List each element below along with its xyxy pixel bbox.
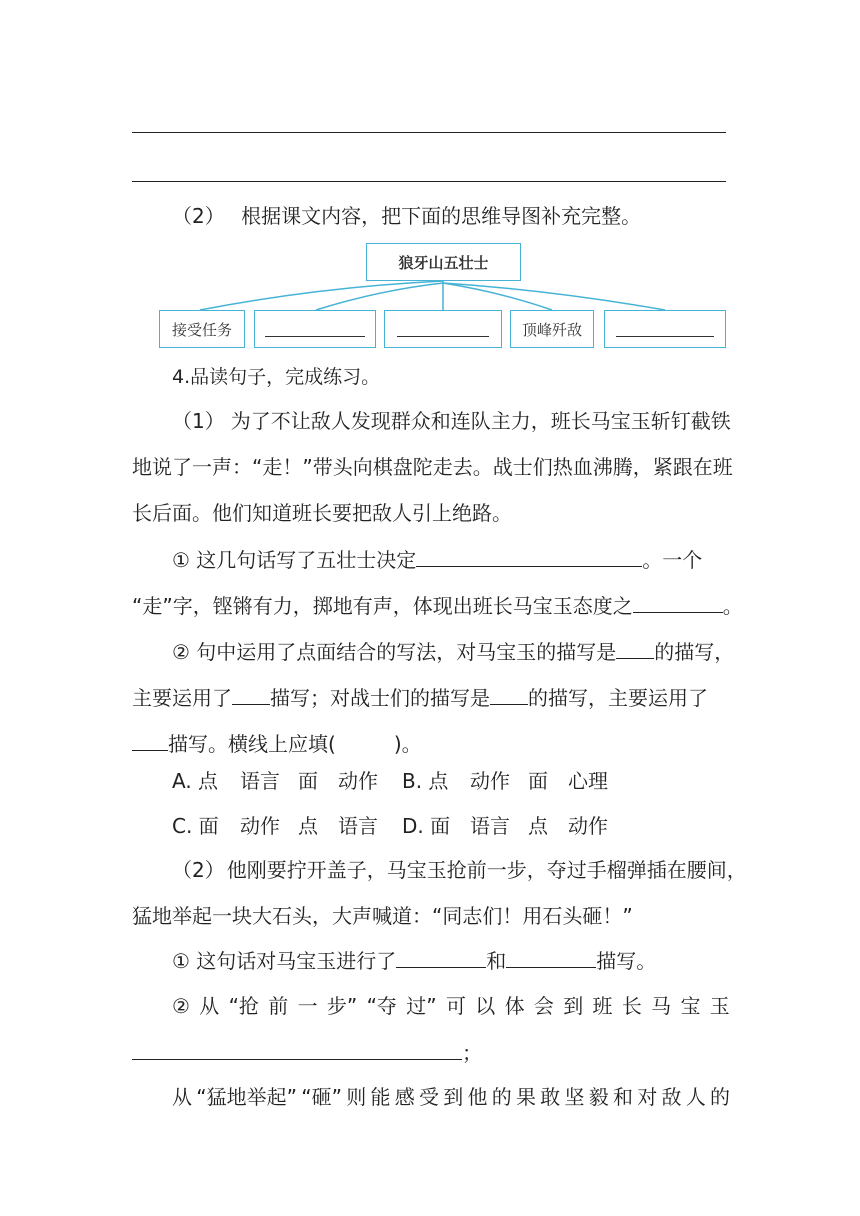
option-word: 语言 xyxy=(338,814,378,838)
mind-map-blank[interactable] xyxy=(265,322,365,337)
mind-map-node-4 xyxy=(510,310,594,348)
answer-blank[interactable] xyxy=(490,682,528,705)
sub-question-text: 的描写， xyxy=(654,640,735,664)
sub-question-text: ② 句中运用了点面结合的写法，对马宝玉的描写是 xyxy=(172,640,617,664)
passage-label: （1） xyxy=(172,409,225,433)
sub-question-2-cont xyxy=(132,682,732,713)
option-word: 面 xyxy=(528,769,548,793)
sub-question-3 xyxy=(172,945,772,976)
sub-question-1 xyxy=(172,544,772,575)
sub-question-text: ① 这几句话写了五壮士决定 xyxy=(172,548,417,572)
option-word: 点 xyxy=(528,814,548,838)
sub-question-text: )。 xyxy=(393,732,422,756)
answer-blank[interactable] xyxy=(633,590,723,613)
char: 感 xyxy=(394,1085,415,1109)
question-4-title: 4.品读句子，完成练习。 xyxy=(172,366,381,388)
char: 和 xyxy=(612,1085,633,1109)
char: 毅 xyxy=(588,1085,609,1109)
passage-1-line-2: 地说了一声：“走！”带头向棋盘陀走去。战士们热血沸腾，紧跟在班 xyxy=(132,455,733,479)
option-word: 点 xyxy=(298,814,318,838)
mind-map-node-label: 接受任务 xyxy=(171,320,232,339)
char: 以 xyxy=(475,994,496,1018)
char: 从 xyxy=(199,994,220,1018)
option-c[interactable] xyxy=(172,811,402,841)
sub-question-4-next xyxy=(172,1082,730,1112)
sub-question-text: 和 xyxy=(486,949,507,973)
answer-blank[interactable] xyxy=(396,945,486,968)
char: 体 xyxy=(504,994,525,1018)
char: 敌 xyxy=(661,1085,682,1109)
sub-question-text: ； xyxy=(462,1041,482,1065)
option-letter: D. 面 xyxy=(402,814,451,838)
char: 玉 xyxy=(709,994,730,1018)
passage-2-line-2: 猛地举起一块大石头，大声喊道：“同志们！用石头砸！” xyxy=(132,904,633,928)
mind-map-node-label: 顶峰歼敌 xyxy=(521,320,582,339)
option-letter: C. 面 xyxy=(172,814,219,838)
mind-map-node-1 xyxy=(159,310,245,348)
sub-question-text: 的描写，主要运用了 xyxy=(528,686,708,710)
mind-map-blank[interactable] xyxy=(397,322,489,337)
sub-question-4-cont xyxy=(132,1037,732,1068)
passage-1-line-1 xyxy=(172,406,772,436)
char: 果 xyxy=(515,1085,536,1109)
option-letter: A. 点 xyxy=(172,769,219,793)
sub-question-text: 描写。 xyxy=(596,949,657,973)
char: 则 xyxy=(346,1085,367,1109)
sub-question-1-cont xyxy=(132,590,743,621)
option-word: 动作 xyxy=(338,769,378,793)
sub-question-text: “走”字，铿锵有力，掷地有声，体现出班长马宝玉态度之 xyxy=(132,594,633,618)
char: 从 xyxy=(172,1085,192,1109)
sub-question-text: ① 这句话对马宝玉进行了 xyxy=(172,949,397,973)
sub-question-text: 描写；对战士们的描写是 xyxy=(270,686,490,710)
char: “砸” xyxy=(301,1085,342,1109)
char: 过” xyxy=(406,994,437,1018)
char: 步” xyxy=(326,994,358,1018)
char: 可 xyxy=(445,994,466,1018)
char: 前 xyxy=(268,994,289,1018)
option-word: 动作 xyxy=(470,769,510,793)
answer-blank[interactable] xyxy=(506,945,596,968)
option-a[interactable] xyxy=(172,766,402,796)
sub-question-text: 。一个 xyxy=(642,548,703,572)
mind-map-blank[interactable] xyxy=(616,322,714,337)
char: ② xyxy=(172,994,190,1018)
option-d[interactable] xyxy=(402,811,618,841)
passage-1-line-3: 长后面。他们知道班长要把敌人引上绝路。 xyxy=(132,501,512,525)
char: 到 xyxy=(563,994,584,1018)
sub-question-2 xyxy=(172,636,772,667)
option-word: 面 xyxy=(298,769,318,793)
char: 的 xyxy=(709,1085,730,1109)
char: 坚 xyxy=(564,1085,585,1109)
answer-blank[interactable] xyxy=(132,728,168,751)
answer-blank[interactable] xyxy=(232,682,270,705)
char: “夺 xyxy=(366,994,397,1018)
answer-blank[interactable] xyxy=(616,636,654,659)
mind-map-node-2[interactable] xyxy=(254,310,376,348)
answer-blank[interactable] xyxy=(132,1037,462,1060)
sub-question-text: 描写。横线上应填( xyxy=(168,732,336,756)
question-label: （2） xyxy=(172,204,225,228)
char: 到 xyxy=(443,1085,464,1109)
sub-question-4 xyxy=(172,991,730,1021)
mind-map-connectors xyxy=(0,0,860,360)
option-b[interactable] xyxy=(402,766,618,796)
answer-blank[interactable] xyxy=(416,544,642,567)
char: 会 xyxy=(533,994,554,1018)
char: 宝 xyxy=(680,994,701,1018)
sub-question-text: 主要运用了 xyxy=(132,686,232,710)
mind-map-root xyxy=(366,243,521,281)
question-text: 根据课文内容，把下面的思维导图补充完整。 xyxy=(241,204,642,228)
mind-map-node-3[interactable] xyxy=(384,310,502,348)
char: 他 xyxy=(467,1085,488,1109)
sub-question-text: 。 xyxy=(722,594,743,618)
sub-question-2-cont2 xyxy=(132,728,732,759)
char: 能 xyxy=(370,1085,391,1109)
option-word: 动作 xyxy=(568,814,608,838)
option-letter: B. 点 xyxy=(402,769,449,793)
char: 马 xyxy=(651,994,672,1018)
option-word: 语言 xyxy=(470,814,510,838)
char: 长 xyxy=(621,994,642,1018)
passage-2-line-1 xyxy=(172,855,772,885)
char: 人 xyxy=(685,1085,706,1109)
mind-map-root-label: 狼牙山五壮士 xyxy=(398,253,489,272)
char: “抢 xyxy=(228,994,259,1018)
option-word: 语言 xyxy=(240,769,280,793)
mind-map-node-5[interactable] xyxy=(604,310,726,348)
passage-text: 他刚要拧开盖子，马宝玉抢前一步，夺过手榴弹插在腰间， xyxy=(226,858,747,882)
char: 对 xyxy=(637,1085,658,1109)
option-word: 心理 xyxy=(568,769,608,793)
char: 的 xyxy=(491,1085,512,1109)
passage-text: 为了不让敌人发现群众和连队主力，班长马宝玉斩钉截铁 xyxy=(230,409,731,433)
passage-label: （2） xyxy=(172,858,225,882)
char: 敢 xyxy=(540,1085,561,1109)
option-word: 动作 xyxy=(240,814,280,838)
char: 受 xyxy=(418,1085,439,1109)
char: “猛地举起” xyxy=(196,1085,297,1109)
char: 班 xyxy=(592,994,613,1018)
char: 一 xyxy=(297,994,318,1018)
